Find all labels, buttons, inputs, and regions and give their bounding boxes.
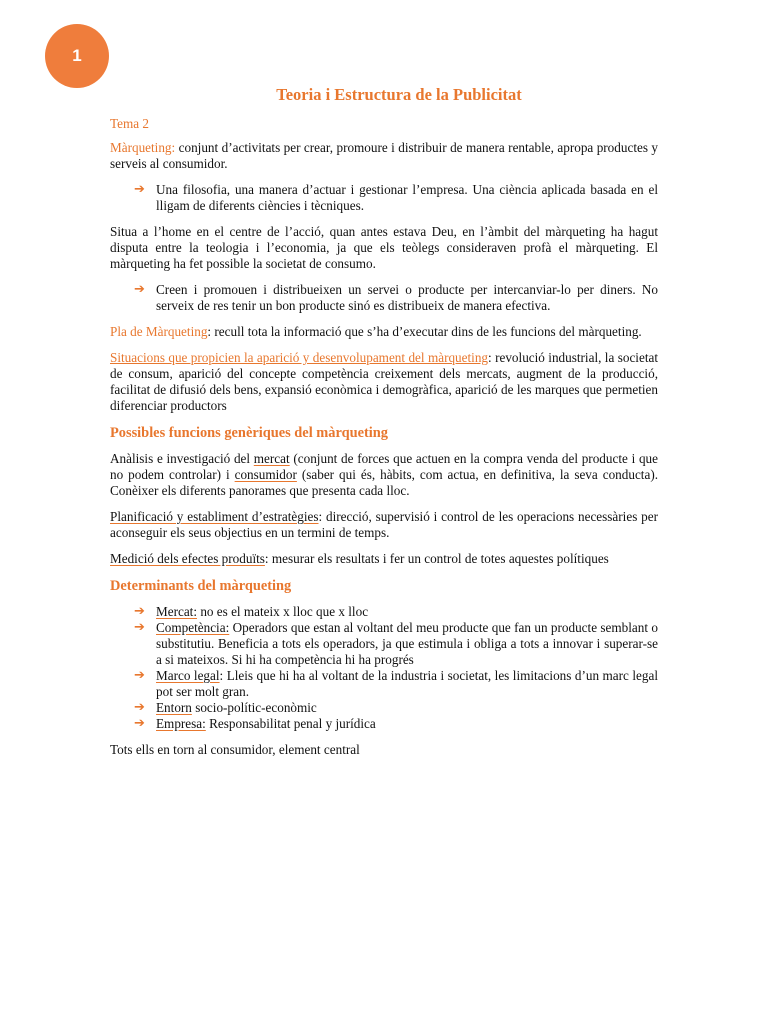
determinant-text: socio-polític-econòmic: [191, 700, 317, 715]
determinant-text: no es el mateix x lloc que x lloc: [197, 604, 369, 619]
list-item: [134, 620, 658, 668]
closing-paragraph: Tots ells en torn al consumidor, element central: [110, 742, 360, 757]
marqueting-text: conjunt d’activitats per crear, promoure i distribuir de manera rentable, apropa productes y serveis al consumidor.: [110, 140, 658, 171]
determinant-term: Competència:: [156, 620, 230, 635]
arrow-right-icon: ➔: [134, 182, 145, 197]
paragraph-home: Situa a l’home en el centre de l’acció, quan antes estava Deu, en l’àmbit del màrqueting ha hagut disputa entre la teologia i l’economia, ja que els teòlegs consideraven profà el màrqueting. El màrqueting ha fet possible la societat de consumo.: [110, 224, 658, 271]
determinant-text: Operadors que estan al voltant del meu producte que fan un producte semblant o substitutiu. Beneficia a tots els operadors, ja que estimula i obliga a tots a innovar i superar-se a si mateixos. Si hi ha competència hi ha progrés: [156, 620, 658, 667]
tema-label: Tema 2: [110, 116, 149, 131]
list-item: [134, 700, 658, 716]
arrow-right-icon: ➔: [134, 668, 145, 683]
heading-determinants: Determinants del màrqueting: [110, 578, 292, 594]
bullet-creen: [110, 282, 658, 314]
bullet-filosofia: [110, 182, 658, 214]
pla-term: Pla de Màrqueting: [110, 324, 208, 339]
marqueting-term: Màrqueting:: [110, 140, 176, 155]
mercat-term: mercat: [253, 451, 290, 466]
arrow-right-icon: ➔: [134, 716, 145, 731]
arrow-right-icon: ➔: [134, 620, 145, 635]
marqueting-definition: [110, 140, 658, 172]
determinants-list: [110, 604, 658, 732]
list-item: [134, 604, 658, 620]
arrow-right-icon: ➔: [134, 282, 145, 297]
arrow-right-icon: ➔: [134, 700, 145, 715]
heading-funcions: Possibles funcions genèriques del màrqueting: [110, 425, 388, 441]
pla-marqueting: [110, 324, 658, 340]
document-body: [110, 84, 658, 758]
determinant-term: Marco legal: [156, 668, 220, 683]
pla-text: : recull tota la informació que s’ha d’executar dins de les funcions del màrqueting.: [207, 324, 642, 339]
determinant-text: : Lleis que hi ha al voltant de la industria i societat, les limitacions d’un marc legal pot ser molt gran.: [156, 668, 659, 699]
analisis-text-3: (saber qui és, hàbits, com actua, en definitiva, la seva conducta). Conèixer els diferents panorames que presenta cada lloc.: [110, 467, 659, 498]
determinant-term: Mercat:: [156, 604, 198, 619]
situacions-link: Situacions que propicien la aparició y desenvolupament del màrqueting: [110, 350, 489, 365]
analisis-text-2: (conjunt de forces que actuen en la compra venda del producte i que no podem controlar) i: [110, 451, 658, 482]
medicio-text: : mesurar els resultats i fer un control de totes aquestes polítiques: [264, 551, 609, 566]
planificacio-text: : direcció, supervisió i control de les operacions necessàries per aconseguir els seus objectius en un termini de temps.: [110, 509, 658, 540]
situacions-text: : revolució industrial, la societat de consum, aparició del concepte competència creixement dels mercats, augment de la producció, facilitat de difusió dels bens, expansió econòmica i demogràfica, aparició de les marques que permetien diferenciar productors: [110, 350, 658, 413]
list-item: [134, 716, 658, 732]
situacions-paragraph: [110, 350, 658, 414]
determinant-term: Empresa:: [156, 716, 206, 731]
analisis-paragraph: [110, 451, 658, 499]
determinant-text: Responsabilitat penal y jurídica: [205, 716, 376, 731]
bullet-filosofia-text: Una filosofia, una manera d’actuar i gestionar l’empresa. Una ciència aplicada basada en el lligam de diferents ciències i tècniques.: [156, 182, 658, 213]
list-item: [134, 668, 658, 700]
medicio-term: Medició dels efectes produïts: [110, 551, 265, 566]
consumidor-term: consumidor: [234, 467, 297, 482]
arrow-right-icon: ➔: [134, 604, 145, 619]
medicio-paragraph: [110, 551, 658, 567]
planificacio-paragraph: [110, 509, 658, 541]
analisis-text-1: Anàlisis e investigació del: [110, 451, 254, 466]
bullet-creen-text: Creen i promouen i distribueixen un servei o producte per intercanviar-lo per diners. No serveix de res tenir un bon producte sinó es distribueix de manera efectiva.: [156, 282, 658, 313]
document-title: Teoria i Estructura de la Publicitat: [276, 85, 522, 104]
determinant-term: Entorn: [156, 700, 192, 715]
planificacio-term: Planificació y establiment d’estratègies: [110, 509, 319, 524]
page-number-badge: 1: [45, 24, 109, 88]
